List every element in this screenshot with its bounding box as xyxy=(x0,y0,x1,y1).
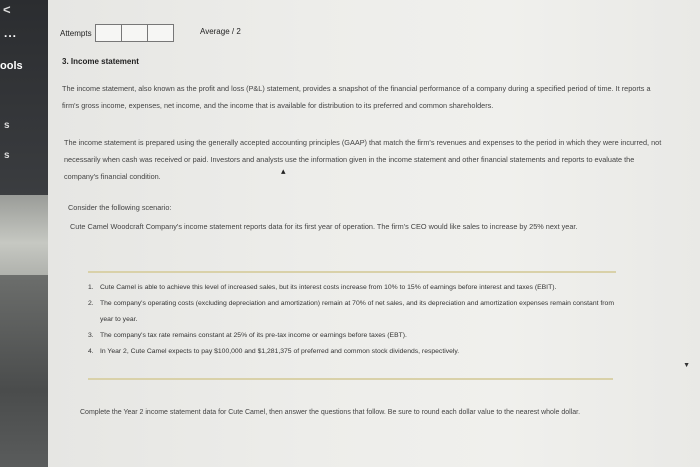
instructions-paragraph: Complete the Year 2 income statement data for Cute Camel, then answer the questions that follow. Be sure to round each dollar value to the nearest whole dollar. xyxy=(80,409,581,416)
attempt-box xyxy=(147,24,174,42)
sidebar xyxy=(0,0,48,467)
back-chevron-icon[interactable]: < xyxy=(3,2,11,17)
attempts-row xyxy=(60,23,174,43)
sidebar-item-2[interactable]: s xyxy=(4,150,10,161)
divider xyxy=(88,378,613,380)
consider-label: Consider the following scenario: xyxy=(68,203,172,212)
attempt-box xyxy=(95,24,122,42)
attempts-label: Attempts xyxy=(60,28,92,38)
sidebar-item-1[interactable]: s xyxy=(4,120,10,131)
intro-paragraph: The income statement, also known as the profit and loss (P&L) statement, provides a snapshot of the financial performance of a company during a specified period of time. It reports a firm's gross income, expenses, net income, and the income that is available for distribution to its preferred and common shareholders. xyxy=(62,84,651,110)
sidebar-tools-label[interactable]: ools xyxy=(0,60,23,72)
list-item: 4. In Year 2, Cute Camel expects to pay $100,000 and $1,281,375 of preferred and common stock dividends, respectively. xyxy=(88,348,460,355)
mouse-cursor-icon: ▴ xyxy=(281,166,286,176)
divider xyxy=(88,271,616,273)
scroll-down-arrow-icon[interactable]: ▼ xyxy=(683,362,690,369)
gaap-paragraph: The income statement is prepared using the generally accepted accounting principles (GAAP) that match the firm's revenues and expenses to the period in which they were incurred, not necessarily when cash was received or paid. Investors and analysts use the information given in the income statement and other financial statements and reports to evaluate the company's financial condition. xyxy=(64,138,662,181)
sidebar-lower-region xyxy=(0,275,48,467)
list-item: 3. The company's tax rate remains constant at 25% of its pre-tax income or earnings before taxes (EBT). xyxy=(88,332,407,339)
more-options-icon[interactable]: ... xyxy=(4,26,18,40)
attempt-box xyxy=(121,24,148,42)
sidebar-photo-region xyxy=(0,195,48,275)
question-panel xyxy=(48,0,700,467)
assumptions-list xyxy=(88,280,628,360)
average-score-label: Average / 2 xyxy=(200,27,241,36)
section-title: 3. Income statement xyxy=(62,57,139,66)
list-item: 1. Cute Camel is able to achieve this level of increased sales, but its interest costs increase from 10% to 15% of earnings before interest and taxes (EBIT). xyxy=(88,284,557,291)
attempt-boxes xyxy=(96,24,174,42)
scenario-paragraph: Cute Camel Woodcraft Company's income statement reports data for its first year of operation. The firm's CEO would like sales to increase by 25% next year. xyxy=(70,222,578,231)
list-item: 2. The company's operating costs (excluding depreciation and amortization) remain at 70% of net sales, and its depreciation and amortization expenses remain constant from year to year. xyxy=(88,300,614,323)
